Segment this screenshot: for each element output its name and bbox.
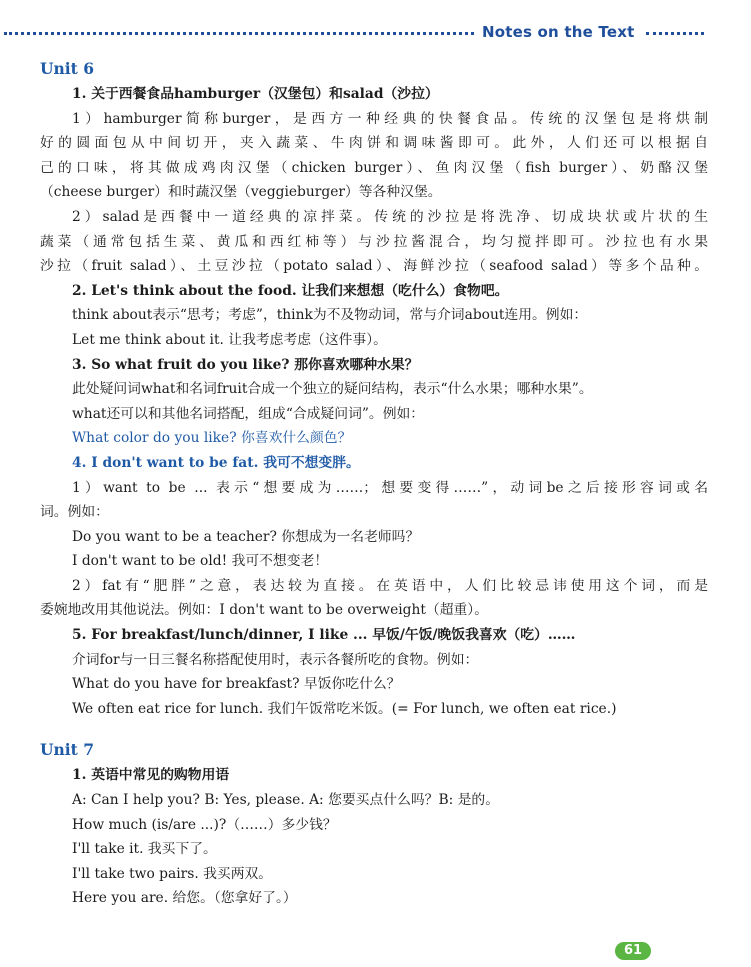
unit-6-title: Unit 6 — [40, 59, 95, 78]
note-heading-1: 1. 关于西餐食品hamburger（汉堡包）和salad（沙拉） — [72, 86, 439, 102]
note-text: 此处疑问词what和名词fruit合成一个独立的疑问结构，表示“什么水果；哪种水果”。 — [72, 381, 593, 398]
page-header — [0, 22, 751, 44]
example-sentence: Let me think about it. 让我考虑考虑（这件事）。 — [72, 331, 387, 348]
example-sentence: I'll take two pairs. 我买两双。 — [72, 865, 273, 882]
note-text: 介词for与一日三餐名称搭配使用时，表示各餐所吃的食物。例如： — [72, 651, 479, 668]
example-sentence: Here you are. 给您。（您拿好了。） — [72, 890, 297, 907]
example-sentence: What do you have for breakfast? 早饭你吃什么？ — [72, 676, 401, 693]
header-dotted-rule-right — [646, 32, 704, 35]
example-sentence: Do you want to be a teacher? 你想成为一名老师吗？ — [72, 528, 420, 545]
note-text: （cheese burger）和时蔬汉堡（veggieburger）等各种汉堡。 — [40, 184, 442, 201]
note-text: 蔬菜（通常包括生菜、黄瓜和西红柿等）与沙拉酱混合，均匀搅拌即可。沙拉也有水果 — [40, 233, 708, 250]
note-text: 词。例如： — [40, 504, 109, 521]
note-text: 己的口味，将其做成鸡肉汉堡（chicken burger）、鱼肉汉堡（fish burger）、奶酪汉堡 — [40, 159, 708, 176]
note-text: think about表示“思考；考虑”，think为不及物动词，常与介词about连用。例如： — [72, 307, 588, 324]
note-text: 2）salad是西餐中一道经典的凉拌菜。传统的沙拉是将洗净、切成块状或片状的生 — [72, 208, 708, 225]
page-number-badge: 61 — [615, 942, 651, 960]
header-title: Notes on the Text — [482, 23, 635, 41]
note-text: 好的圆面包从中间切开，夹入蔬菜、牛肉饼和调味酱即可。此外，人们还可以根据自 — [40, 135, 708, 152]
example-sentence: How much (is/are ...)?（……）多少钱？ — [72, 816, 337, 833]
note-text: 委婉地改用其他说法。例如：I don't want to be overweight（超重）。 — [40, 602, 489, 619]
example-sentence: I don't want to be old! 我可不想变老！ — [72, 553, 329, 570]
example-sentence: I'll take it. 我买下了。 — [72, 841, 217, 858]
example-sentence: A: Can I help you? B: Yes, please. A: 您要买点什么吗？B: 是的。 — [72, 792, 500, 809]
note-heading-2: 2. Let's think about the food. 让我们来想想（吃什么）食物吧。 — [72, 282, 509, 299]
note-heading-5: 5. For breakfast/lunch/dinner, I like ... 早饭/午饭/晚饭我喜欢（吃）…… — [72, 627, 576, 644]
note-text: 1）want to be ... 表示“想要成为……；想要变得……”，动词be之后接形容词或名 — [72, 479, 708, 496]
note-text: 沙拉（fruit salad）、土豆沙拉（potato salad）、海鲜沙拉（seafood salad）等多个品种。 — [40, 258, 708, 275]
note-heading-1: 1. 英语中常见的购物用语 — [72, 767, 230, 784]
note-heading-3: 3. So what fruit do you like? 那你喜欢哪种水果？ — [72, 356, 419, 373]
note-text: 1）hamburger简称burger，是西方一种经典的快餐食品。传统的汉堡包是将烘制 — [72, 110, 708, 127]
unit-7-title: Unit 7 — [40, 740, 95, 760]
note-text: 2）fat有“肥胖”之意，表达较为直接。在英语中，人们比较忌讳使用这个词，而是 — [72, 577, 708, 594]
header-dotted-rule — [4, 32, 474, 35]
example-sentence: We often eat rice for lunch. 我们午饭常吃米饭。(= For lunch, we often eat rice.) — [72, 700, 617, 717]
note-text: what还可以和其他名词搭配，组成“合成疑问词”。例如： — [72, 405, 425, 422]
notes-content — [40, 56, 708, 911]
note-heading-4: 4. I don't want to be fat. 我可不想变胖。 — [72, 454, 360, 471]
example-sentence: What color do you like? 你喜欢什么颜色？ — [72, 430, 352, 447]
